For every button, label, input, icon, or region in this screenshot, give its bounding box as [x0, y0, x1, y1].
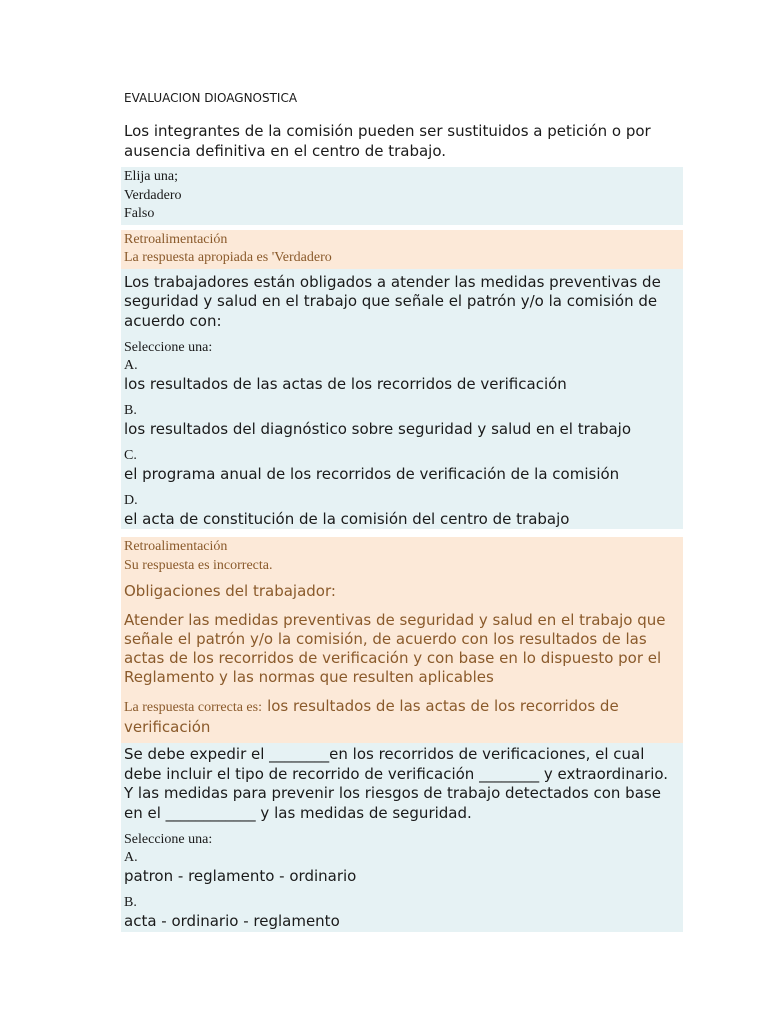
question-1-text: Los integrantes de la comisión pueden ser sustituidos a petición o por ausencia definitiva en el centro de trabajo. — [124, 122, 651, 160]
feedback-heading: Obligaciones del trabajador: — [124, 582, 336, 600]
question-2-option-b[interactable] — [121, 402, 683, 447]
question-2-block — [121, 269, 683, 530]
correct-answer-value: los resultados de las actas de los recorridos de verificación — [124, 697, 619, 736]
option-text: acta - ordinario - reglamento — [124, 912, 340, 930]
feedback-text: La respuesta apropiada es 'Verdadero — [124, 250, 332, 265]
option-text: patron - reglamento - ordinario — [124, 867, 357, 885]
option-text: los resultados del diagnóstico sobre seguridad y salud en el trabajo — [124, 420, 632, 438]
feedback-body: Atender las medidas preventivas de seguridad y salud en el trabajo que señale el patrón y/o la comisión, de acuerdo con los resultados de las actas de los recorridos de verificación y con base en lo dispuesto por el Reglamento y las normas que resulten aplicables — [124, 611, 666, 686]
question-2-option-a[interactable] — [121, 357, 683, 402]
document-title: EVALUACION DIOAGNOSTICA — [124, 91, 298, 105]
option-letter: B. — [124, 403, 137, 418]
option-letter: D. — [124, 493, 138, 508]
question-1-prompt: Elija una; — [124, 169, 179, 184]
option-text: el programa anual de los recorridos de verificación de la comisión — [124, 465, 620, 483]
question-3-text: Se debe expedir el ________en los recorridos de verificaciones, el cual debe incluir el tipo de recorrido de verificación ________ y extraordinario. Y las medidas para prevenir los riesgos de trabajo detectados con base en el ____________ y las medidas de seguridad. — [124, 745, 669, 822]
question-3-block — [121, 743, 683, 932]
feedback-correct-answer — [121, 693, 683, 743]
option-letter: B. — [124, 895, 137, 910]
question-2-text: Los trabajadores están obligados a atender las medidas preventivas de seguridad y salud en el trabajo que señale el patrón y/o la comisión de acuerdo con: — [124, 272, 661, 330]
question-2-feedback — [121, 537, 683, 743]
question-3-prompt: Seleccione una: — [124, 832, 213, 847]
question-2-option-c[interactable] — [121, 447, 683, 492]
option-letter: A. — [124, 850, 138, 865]
option-letter: C. — [124, 448, 137, 463]
document-page — [121, 88, 683, 932]
option-letter: A. — [124, 358, 138, 373]
option-text: el acta de constitución de la comisión del centro de trabajo — [124, 510, 570, 528]
feedback-label: Retroalimentación — [124, 539, 228, 554]
option-falso[interactable]: Falso — [124, 206, 155, 221]
question-3-option-a[interactable] — [121, 849, 683, 894]
option-verdadero[interactable]: Verdadero — [124, 187, 182, 203]
feedback-status: Su respuesta es incorrecta. — [124, 557, 273, 573]
question-1-options — [121, 167, 683, 225]
correct-answer-label: La respuesta correcta es: — [124, 700, 262, 715]
feedback-label: Retroalimentación — [124, 231, 228, 247]
question-3-option-b[interactable] — [121, 894, 683, 932]
question-1-feedback — [121, 230, 683, 269]
question-2-option-d[interactable] — [121, 492, 683, 529]
question-2-prompt: Seleccione una: — [124, 340, 213, 355]
option-text: los resultados de las actas de los recorridos de verificación — [124, 375, 567, 393]
